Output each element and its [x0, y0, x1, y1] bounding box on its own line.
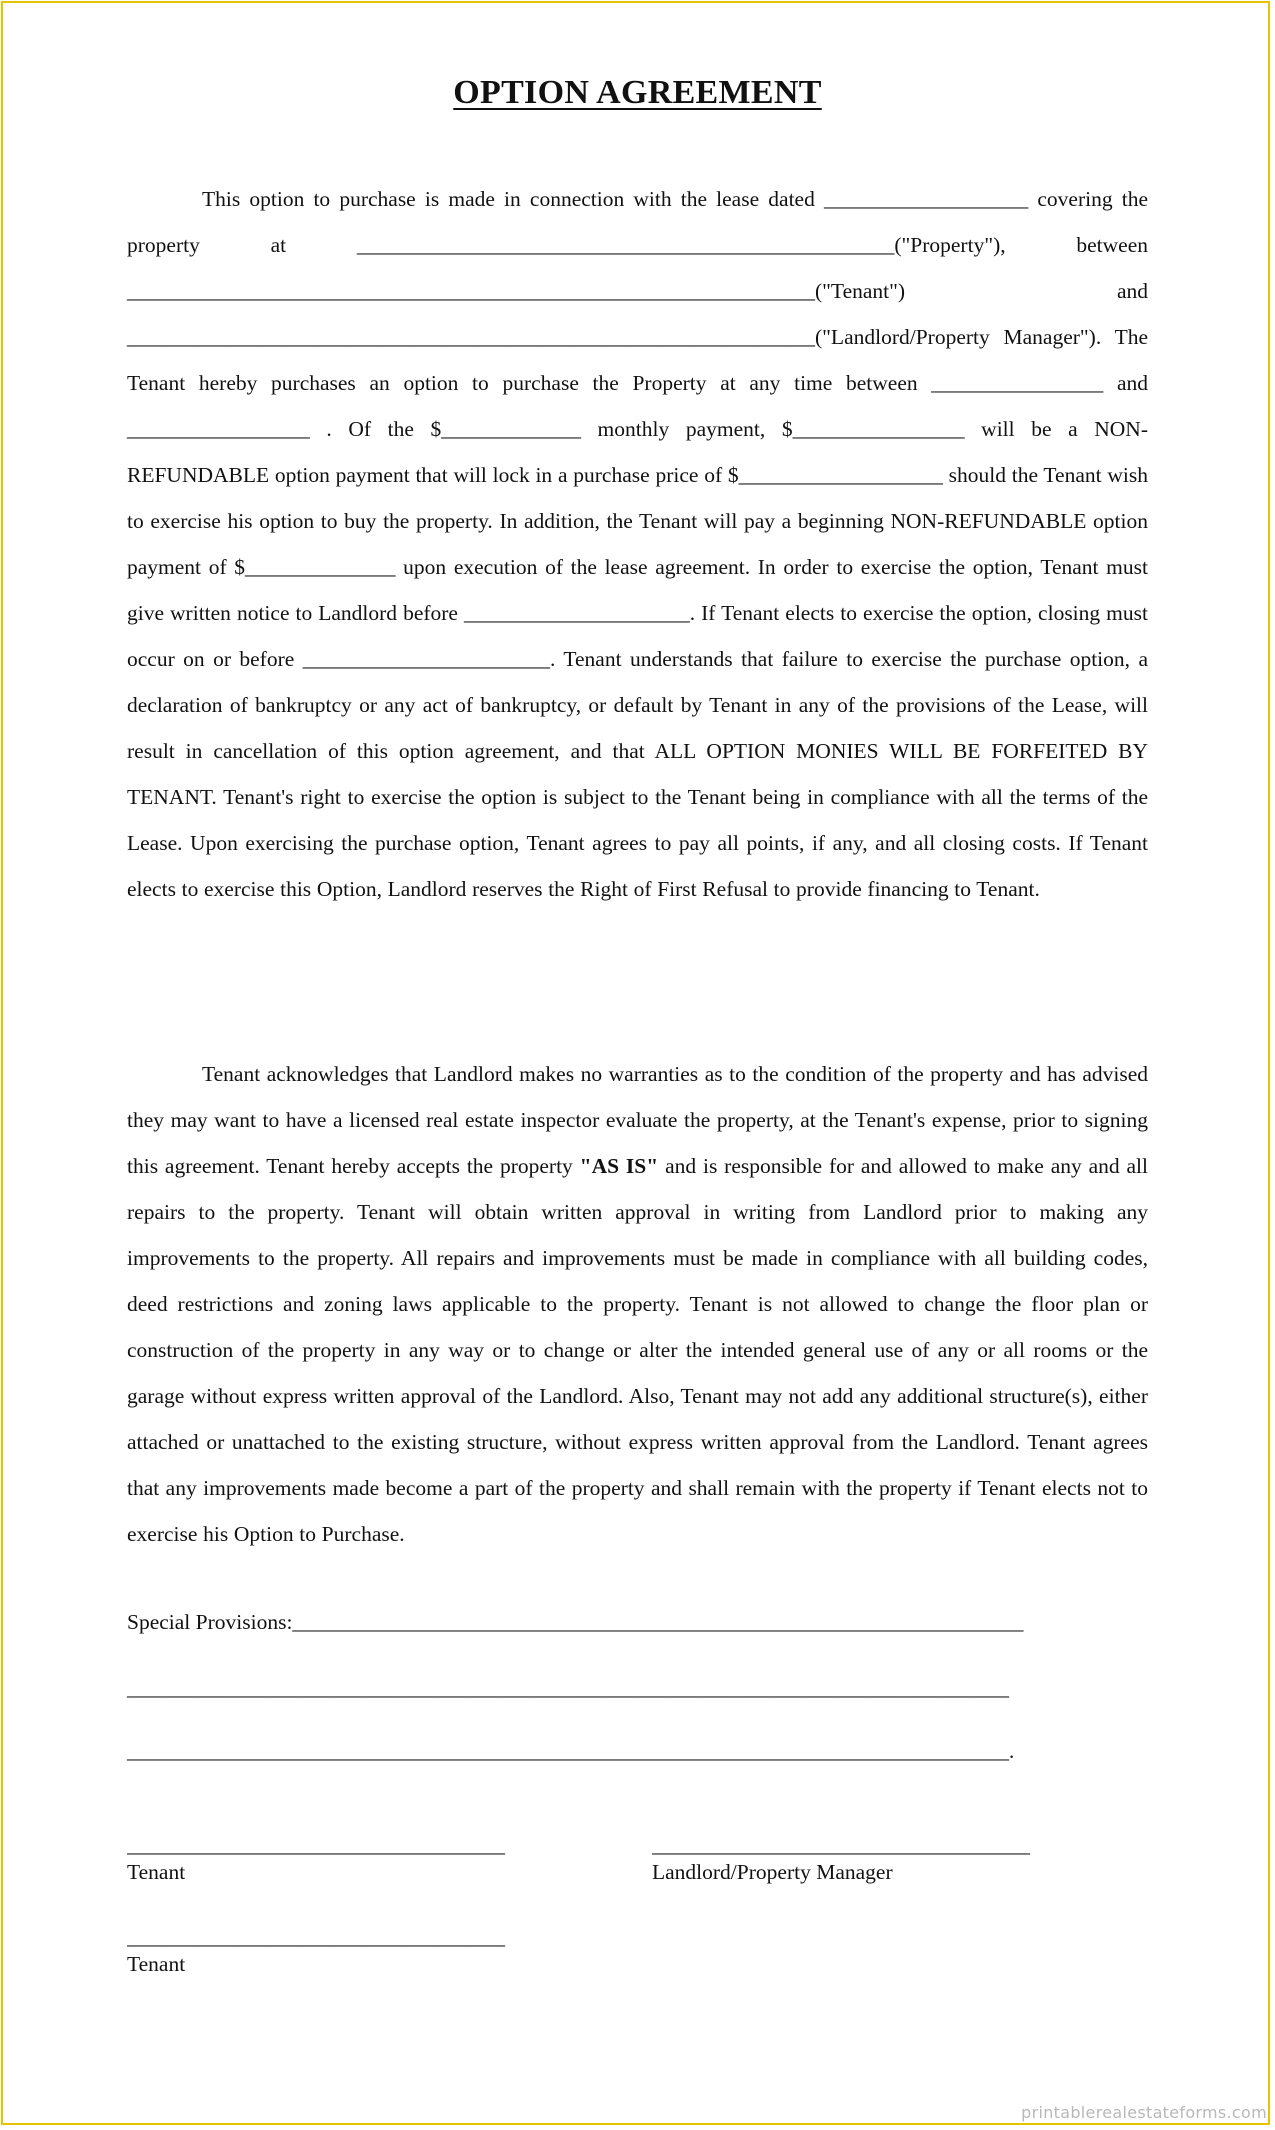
- tenant-signature-line-1: ____________________________________: [127, 1833, 505, 1857]
- provisions-blank-line-2: ____________________________________________________________________________________.: [127, 1739, 1015, 1763]
- property-condition-text-end: and is responsible for and allowed to make any and all repairs to the property. Tenant will obtain written approval in writing from Landlord prior to making any improvements to the property. All repairs and improvements must be made in compliance with all building codes, deed restrictions and zoning laws applicable to the property. Tenant is not allowed to change the floor plan or construction of the property in any way or to change or alter the intended general use of any or all rooms or the garage without express written approval of the Landlord. Also, Tenant may not add any additional structure(s), either attached or unattached to the existing structure, without express written approval from the Landlord. Tenant agrees that any improvements made become a part of the property and shall remain with the property if Tenant elects not to exercise his Option to Purchase.: [127, 1154, 1149, 1546]
- property-condition-text-start: Tenant acknowledges that Landlord makes no warranties as to the condition of the property and has advised they may want to have a licensed real estate inspector evaluate the property, at the Tenant's expense, prior to signing this agreement. Tenant hereby accepts the property: [127, 1062, 1148, 1178]
- special-provisions-line: Special Provisions:____________________________________________________________________: [127, 1610, 1024, 1634]
- option-terms-text: This option to purchase is made in connection with the lease dated ___________________ covering the property at __________________________________________________("Property"), between ________________________________________________________________("Tenant") and ________________________________________________________________("Landlord/Property Manager"). The Tenant hereby purchases an option to purchase the Property at any time between ________________ and _________________ . Of the $_____________ monthly payment, $________________ will be a NON-REFUNDABLE option payment that will lock in a purchase price of $___________________ should the Tenant wish to exercise his option to buy the property. In addition, the Tenant will pay a beginning NON-REFUNDABLE option payment of $______________ upon execution of the lease agreement. In order to exercise the option, Tenant must give written notice to Landlord before _____________________. If Tenant elects to exercise the option, closing must occur on or before _______________________. Tenant understands that failure to exercise the purchase option, a declaration of bankruptcy or any act of bankruptcy, or default by Tenant in any of the provisions of the Lease, will result in cancellation of this option agreement, and that ALL OPTION MONIES WILL BE FORFEITED BY TENANT. Tenant's right to exercise the option is subject to the Tenant being in compliance with all the terms of the Lease. Upon exercising the purchase option, Tenant agrees to pay all points, if any, and all closing costs. If Tenant elects to exercise this Option, Landlord reserves the Right of First Refusal to provide financing to Tenant.: [127, 187, 1148, 901]
- provisions-blank-line-1: ____________________________________________________________________________________: [127, 1676, 1009, 1700]
- document-title: OPTION AGREEMENT: [453, 74, 822, 111]
- footer-watermark: printablerealestateforms.com: [1021, 2103, 1267, 2122]
- tenant-label-2: Tenant: [127, 1952, 186, 1976]
- tenant-signature-line-2: ____________________________________: [127, 1925, 505, 1949]
- landlord-signature-line: ____________________________________: [652, 1833, 1030, 1857]
- tenant-label-1: Tenant: [127, 1860, 186, 1884]
- landlord-label: Landlord/Property Manager: [652, 1860, 893, 1884]
- as-is-emphasis: "AS IS": [579, 1154, 659, 1178]
- property-condition-paragraph: [127, 1051, 1148, 1557]
- option-terms-paragraph: [127, 176, 1148, 912]
